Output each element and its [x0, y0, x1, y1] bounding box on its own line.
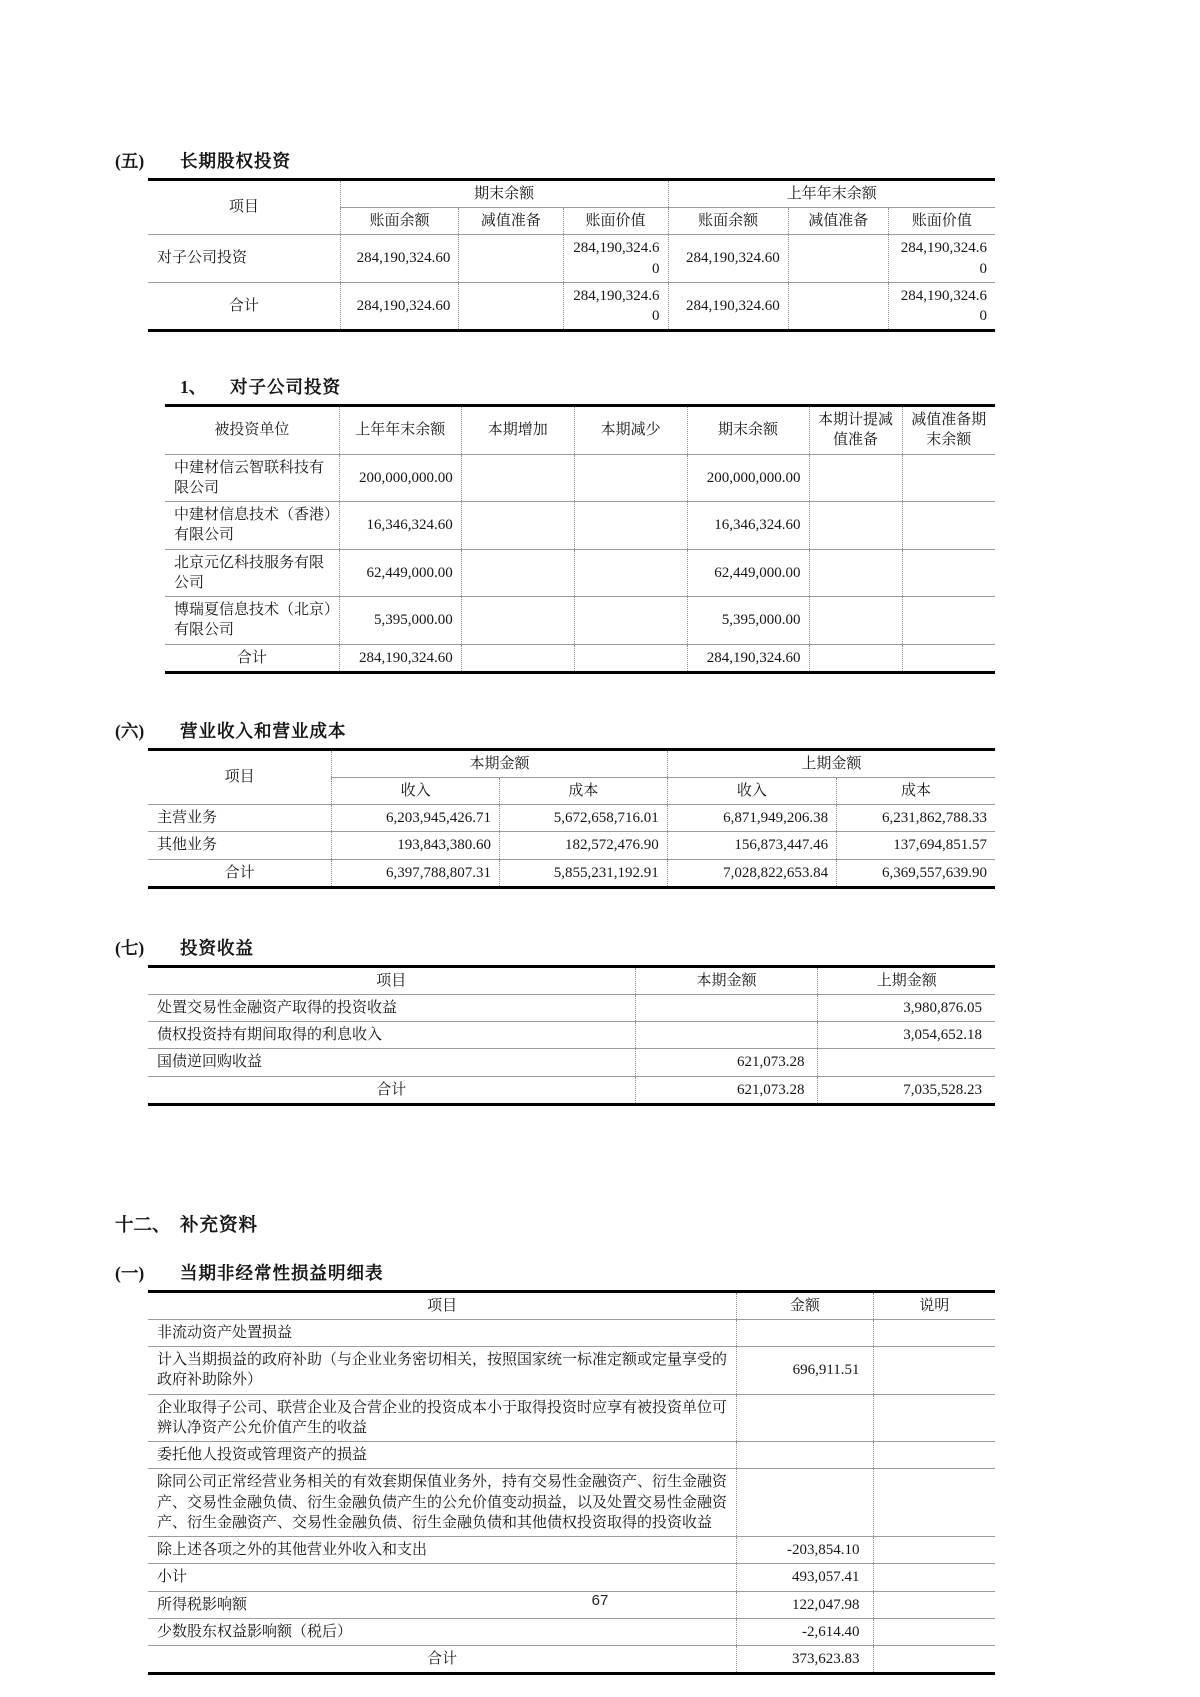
table-row	[148, 1564, 995, 1591]
table-cell: 6,231,862,788.33	[837, 805, 995, 832]
table-cell: 5,672,658,716.01	[500, 805, 668, 832]
table-cell: 北京元亿科技服务有限公司	[165, 549, 339, 597]
table-row	[148, 994, 995, 1021]
table-cell	[737, 1319, 873, 1346]
table-cell: 284,190,324.60	[888, 282, 995, 331]
table-body	[148, 805, 995, 888]
table-cell	[574, 454, 687, 502]
column-group-header: 上期金额	[667, 749, 995, 777]
subsidiary-investment-table	[165, 404, 995, 674]
table-row	[148, 1319, 995, 1346]
column-header: 账面价值	[563, 208, 668, 235]
table-cell: 16,346,324.60	[339, 502, 461, 550]
table-cell: 6,203,945,426.71	[332, 805, 500, 832]
table-cell	[873, 1646, 995, 1674]
table-cell	[873, 1347, 995, 1395]
table-header-row	[165, 406, 995, 455]
table-cell: 小计	[148, 1564, 737, 1591]
table-cell	[902, 549, 995, 597]
table-cell: 284,190,324.60	[668, 235, 788, 283]
column-header: 成本	[837, 777, 995, 804]
table-row	[165, 597, 995, 645]
table-cell: 其他业务	[148, 832, 332, 859]
table-row	[148, 832, 995, 859]
column-header: 金额	[737, 1291, 873, 1319]
table-header-row	[148, 179, 995, 207]
table-cell: 200,000,000.00	[339, 454, 461, 502]
table-cell: 3,054,652.18	[818, 1022, 995, 1049]
table-cell	[737, 1469, 873, 1537]
table-cell: 5,395,000.00	[687, 597, 809, 645]
table-cell: 6,369,557,639.90	[837, 859, 995, 887]
table-cell: 621,073.28	[635, 1049, 818, 1076]
table-cell: 5,395,000.00	[339, 597, 461, 645]
table-cell	[459, 282, 563, 331]
table-cell: 7,028,822,653.84	[667, 859, 836, 887]
section-title: 投资收益	[180, 937, 254, 958]
column-header: 本期计提减值准备	[809, 406, 902, 455]
section-heading-revenue-cost	[0, 720, 1200, 743]
table-cell	[809, 502, 902, 550]
table-cell	[818, 1049, 995, 1076]
table-cell	[873, 1469, 995, 1537]
table-row	[165, 502, 995, 550]
section-number: (六)	[115, 720, 145, 741]
column-header: 项目	[148, 179, 340, 235]
table-cell	[461, 549, 574, 597]
table-cell	[788, 282, 888, 331]
table-cell: 284,190,324.60	[563, 282, 668, 331]
table-cell: 62,449,000.00	[339, 549, 461, 597]
table-cell: 6,871,949,206.38	[667, 805, 836, 832]
section-title: 营业收入和营业成本	[180, 720, 347, 741]
table-header-row	[148, 749, 995, 777]
section-number: 十二、	[115, 1215, 171, 1236]
table-cell: 主营业务	[148, 805, 332, 832]
table-row	[148, 1537, 995, 1564]
table-row	[148, 1469, 995, 1537]
section-heading-supplementary-info	[0, 1214, 1200, 1238]
table-cell: 中建材信云智联科技有限公司	[165, 454, 339, 502]
column-header: 收入	[332, 777, 500, 804]
table-row	[148, 1442, 995, 1469]
section-heading-subsidiary-investment	[0, 376, 1200, 399]
table-cell: 国债逆回购收益	[148, 1049, 635, 1076]
column-header: 被投资单位	[165, 406, 339, 455]
table-cell: 合计	[148, 859, 332, 887]
column-header: 账面余额	[668, 208, 788, 235]
section-number: (五)	[115, 151, 145, 171]
table-row	[165, 549, 995, 597]
column-header: 成本	[500, 777, 668, 804]
column-header: 本期减少	[574, 406, 687, 455]
table-cell: 少数股东权益影响额（税后）	[148, 1618, 737, 1645]
table-cell: 合计	[165, 644, 339, 672]
table-cell: 284,190,324.60	[687, 644, 809, 672]
table-body	[148, 235, 995, 331]
table-cell: 373,623.83	[737, 1646, 873, 1674]
table-cell: 284,190,324.60	[340, 235, 459, 283]
section-number: (一)	[115, 1262, 145, 1283]
column-group-header: 上年年末余额	[668, 179, 995, 207]
table-row	[148, 1049, 995, 1076]
section-title: 当期非经常性损益明细表	[180, 1262, 384, 1283]
table-cell	[574, 597, 687, 645]
table-cell: 137,694,851.57	[837, 832, 995, 859]
column-header: 收入	[667, 777, 836, 804]
table-cell: 156,873,447.46	[667, 832, 836, 859]
table-cell: 182,572,476.90	[500, 832, 668, 859]
table-cell	[902, 502, 995, 550]
table-header-row	[148, 966, 995, 994]
table-cell	[873, 1394, 995, 1442]
table-cell	[461, 644, 574, 672]
table-cell: 284,190,324.60	[668, 282, 788, 331]
column-header: 说明	[873, 1291, 995, 1319]
table-cell: 除上述各项之外的其他营业外收入和支出	[148, 1537, 737, 1564]
table-body	[165, 454, 995, 672]
table-cell	[635, 1022, 818, 1049]
column-header: 账面价值	[888, 208, 995, 235]
column-header: 账面余额	[340, 208, 459, 235]
table-cell: 合计	[148, 1646, 737, 1674]
table-cell: 7,035,528.23	[818, 1076, 995, 1104]
table-cell	[809, 644, 902, 672]
table-row	[148, 282, 995, 331]
table-cell: 中建材信息技术（香港）有限公司	[165, 502, 339, 550]
column-group-header: 本期金额	[332, 749, 667, 777]
table-cell	[902, 644, 995, 672]
table-cell	[873, 1564, 995, 1591]
section-heading-longterm-equity	[0, 150, 1200, 173]
column-header: 本期增加	[461, 406, 574, 455]
table-cell: 合计	[148, 1076, 635, 1104]
table-row	[148, 235, 995, 283]
column-header: 减值准备期末余额	[902, 406, 995, 455]
section-title: 补充资料	[180, 1215, 259, 1236]
table-row	[165, 454, 995, 502]
table-body	[148, 1319, 995, 1674]
column-header: 上年年末余额	[339, 406, 461, 455]
column-header: 项目	[148, 966, 635, 994]
table-cell: 债权投资持有期间取得的利息收入	[148, 1022, 635, 1049]
page-number: 67	[591, 1592, 609, 1609]
column-header: 减值准备	[788, 208, 888, 235]
table-cell	[635, 994, 818, 1021]
table-cell	[873, 1618, 995, 1645]
investment-income-table	[148, 965, 995, 1106]
table-cell	[873, 1319, 995, 1346]
table-cell	[461, 597, 574, 645]
table-row	[148, 1022, 995, 1049]
revenue-cost-table	[148, 748, 995, 889]
table-cell	[873, 1537, 995, 1564]
section-number: (七)	[115, 937, 145, 958]
table-cell: 696,911.51	[737, 1347, 873, 1395]
table-cell: 200,000,000.00	[687, 454, 809, 502]
table-body	[148, 994, 995, 1104]
table-cell	[902, 454, 995, 502]
table-cell	[459, 235, 563, 283]
table-cell: 16,346,324.60	[687, 502, 809, 550]
table-row	[148, 1347, 995, 1395]
table-cell: 企业取得子公司、联营企业及合营企业的投资成本小于取得投资时应享有被投资单位可辨认净资产公允价值产生的收益	[148, 1394, 737, 1442]
table-header-row	[148, 1291, 995, 1319]
column-group-header: 期末余额	[340, 179, 668, 207]
table-cell: 对子公司投资	[148, 235, 340, 283]
table-row	[165, 644, 995, 672]
table-cell: 284,190,324.60	[340, 282, 459, 331]
column-header: 减值准备	[459, 208, 563, 235]
table-cell: 62,449,000.00	[687, 549, 809, 597]
table-cell	[873, 1442, 995, 1469]
table-cell: 284,190,324.60	[339, 644, 461, 672]
table-cell: 合计	[148, 282, 340, 331]
table-cell	[902, 597, 995, 645]
table-row	[148, 859, 995, 887]
table-cell: 122,047.98	[737, 1591, 873, 1618]
table-cell	[788, 235, 888, 283]
table-cell	[809, 597, 902, 645]
table-row	[148, 805, 995, 832]
column-header: 项目	[148, 749, 332, 805]
table-row	[148, 1076, 995, 1104]
section-number: 1、	[180, 377, 207, 398]
table-cell: 284,190,324.60	[888, 235, 995, 283]
table-cell	[574, 644, 687, 672]
section-title: 长期股权投资	[180, 151, 291, 171]
column-header: 上期金额	[818, 966, 995, 994]
table-cell: -2,614.40	[737, 1618, 873, 1645]
column-header: 本期金额	[635, 966, 818, 994]
table-cell: 计入当期损益的政府补助（与企业业务密切相关，按照国家统一标准定额或定量享受的政府补助除外）	[148, 1347, 737, 1395]
table-row	[148, 1618, 995, 1645]
table-row	[148, 1394, 995, 1442]
longterm-equity-table	[148, 178, 995, 333]
column-header: 期末余额	[687, 406, 809, 455]
table-cell: 5,855,231,192.91	[500, 859, 668, 887]
table-cell: -203,854.10	[737, 1537, 873, 1564]
table-cell: 处置交易性金融资产取得的投资收益	[148, 994, 635, 1021]
table-cell	[461, 454, 574, 502]
table-cell: 284,190,324.60	[563, 235, 668, 283]
section-heading-nonrecurring-pl	[0, 1262, 1200, 1285]
table-cell	[574, 549, 687, 597]
table-cell: 所得税影响额	[148, 1591, 737, 1618]
table-cell	[809, 549, 902, 597]
table-cell: 621,073.28	[635, 1076, 818, 1104]
table-cell	[461, 502, 574, 550]
nonrecurring-pl-table	[148, 1290, 995, 1676]
table-cell: 博瑞夏信息技术（北京）有限公司	[165, 597, 339, 645]
table-cell: 493,057.41	[737, 1564, 873, 1591]
section-heading-investment-income	[0, 937, 1200, 960]
table-row	[148, 1646, 995, 1674]
table-cell: 非流动资产处置损益	[148, 1319, 737, 1346]
section-title: 对子公司投资	[230, 377, 341, 398]
table-cell: 委托他人投资或管理资产的损益	[148, 1442, 737, 1469]
table-cell: 除同公司正常经营业务相关的有效套期保值业务外，持有交易性金融资产、衍生金融资产、交易性金融负债、衍生金融负债产生的公允价值变动损益，以及处置交易性金融资产、衍生金融资产、交易性金融负债、衍生金融负债和其他债权投资取得的投资收益	[148, 1469, 737, 1537]
table-cell	[574, 502, 687, 550]
column-header: 项目	[148, 1291, 737, 1319]
table-cell	[809, 454, 902, 502]
table-cell	[737, 1394, 873, 1442]
table-cell: 3,980,876.05	[818, 994, 995, 1021]
table-cell: 6,397,788,807.31	[332, 859, 500, 887]
table-cell: 193,843,380.60	[332, 832, 500, 859]
table-cell	[737, 1442, 873, 1469]
